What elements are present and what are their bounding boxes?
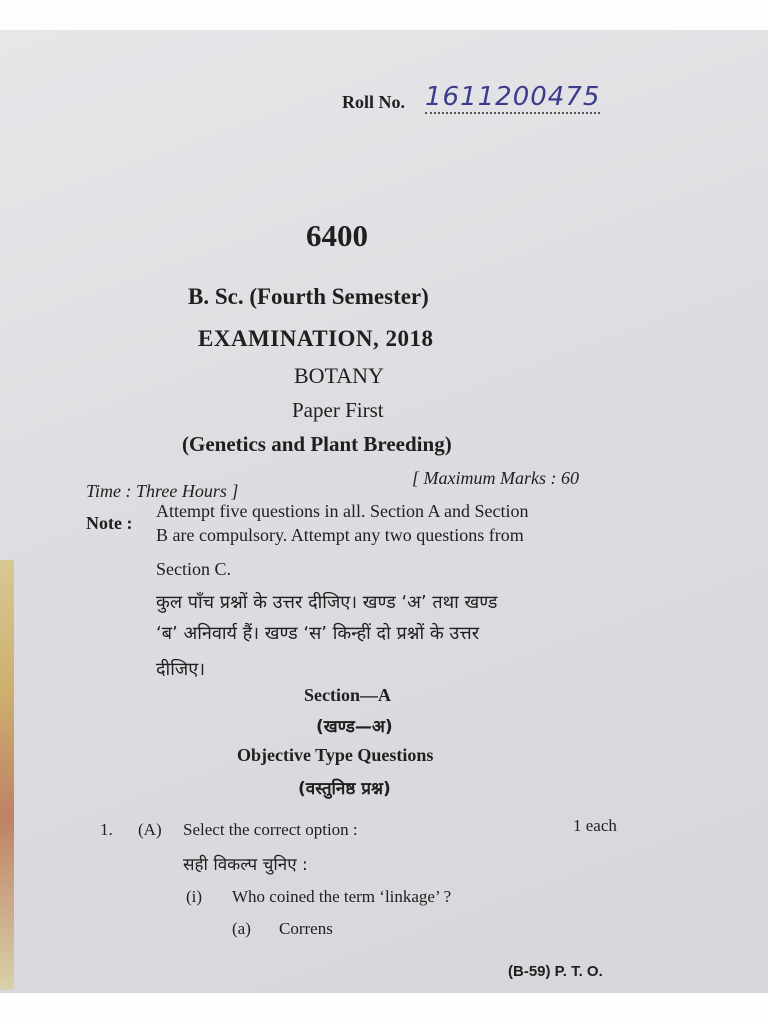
note-label: Note : <box>86 513 133 533</box>
objective-questions-heading: Objective Type Questions <box>237 745 434 765</box>
subject-title: BOTANY <box>294 363 384 388</box>
time-limit: Time : Three Hours ] <box>86 481 239 501</box>
note-line-1: Attempt five questions in all. Section A and Section <box>156 501 529 521</box>
option-label: (a) <box>232 919 251 938</box>
page-top-margin <box>0 0 768 30</box>
page-footer: (B-59) P. T. O. <box>508 963 603 980</box>
maximum-marks: [ Maximum Marks : 60 <box>412 468 579 488</box>
note-line-3: Section C. <box>156 559 231 579</box>
question-instruction: Select the correct option : <box>183 820 358 839</box>
note-hindi-line-3: दीजिए। <box>156 659 206 680</box>
subquestion-text: Who coined the term ‘linkage’ ? <box>232 887 452 906</box>
roll-number-label: Roll No. <box>342 92 405 112</box>
note-hindi-line-2: ‘ब’ अनिवार्य हैं। खण्ड ‘स’ किन्हीं दो प्रश्नों के उत्तर <box>156 623 480 644</box>
section-a-heading: Section—A <box>304 685 391 705</box>
page-bottom-margin <box>0 993 768 1024</box>
question-instruction-hindi: सही विकल्प चुनिए : <box>183 855 308 875</box>
exam-title: EXAMINATION, 2018 <box>198 326 434 351</box>
background-edge <box>0 560 14 990</box>
question-marks: 1 each <box>573 816 617 835</box>
objective-questions-heading-hindi: (वस्तुनिष्ठ प्रश्न) <box>298 779 391 799</box>
note-line-2: B are compulsory. Attempt any two questions from <box>156 525 524 545</box>
question-part-label: (A) <box>138 820 162 839</box>
paper-title: (Genetics and Plant Breeding) <box>182 432 452 456</box>
question-number: 1. <box>100 820 113 839</box>
section-a-heading-hindi: (खण्ड—अ) <box>316 717 393 737</box>
option-text: Correns <box>279 919 333 938</box>
course-title: B. Sc. (Fourth Semester) <box>188 284 429 309</box>
roll-number-handwritten: 1611200475 <box>425 82 601 112</box>
subquestion-number: (i) <box>186 887 203 906</box>
paper-number: Paper First <box>292 398 384 422</box>
note-hindi-line-1: कुल पाँच प्रश्नों के उत्तर दीजिए। खण्ड ‘अ’ तथा खण्ड <box>156 592 498 613</box>
paper-code: 6400 <box>306 218 368 253</box>
